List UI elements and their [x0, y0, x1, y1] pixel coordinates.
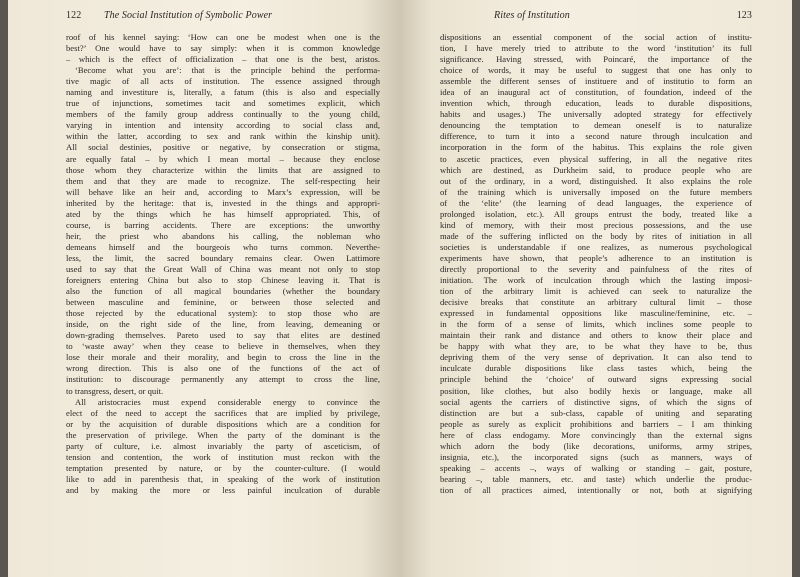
text-line: to ‘waste away’ when they cease to believe in themselves, when they [66, 341, 380, 352]
text-line: also the function of all magical boundaries (whether the boundary [66, 286, 380, 297]
text-line: to ascetic practices, even physical suffering, in all the negative rites [440, 153, 752, 164]
text-line: dispositions an essential component of the social action of institu- [440, 32, 752, 42]
text-line: tion, I have merely tried to attribute to the word ‘institution’ its full [440, 43, 752, 54]
text-line: principle behind the ‘choice’ of outward signs expressing social [440, 374, 752, 385]
text-line: depriving them of the very sense of deprivation. It can also tend to [440, 352, 752, 363]
text-line: of the ‘elite’ (the learning of dead languages, the experience of [440, 197, 752, 208]
text-line: tion of all practices aimed, intentionally or not, both at signifying [440, 484, 752, 495]
text-line: out of the ordinary, in a word, distinguished. It also explains the role [440, 175, 752, 186]
text-line: speaking – accents –, ways of walking or standing – gait, posture, [440, 462, 752, 473]
text-line: demeans himself and the bourgeois who turns common. Neverthe- [66, 241, 380, 252]
text-line: varying in intention and intensity according to social class and, [66, 120, 380, 131]
text-line: of the training which is universally imposed on the future members [440, 186, 752, 197]
text-line: in the form of a sense of limits, which inclines some people to [440, 319, 752, 330]
text-line: or by the acquisition of durable dispositions which are a condition for [66, 418, 380, 429]
text-line: ated by the things which he has himself appropriated. This, of [66, 208, 380, 219]
text-line: course, is barring accidents. There are exceptions: the unworthy [66, 219, 380, 230]
text-line: social agents the carriers of distinctive signs, of which the signs of [440, 396, 752, 407]
text-line: directly proportional to the severity and painfulness of the rites of [440, 263, 752, 274]
text-line: and by making the more or less painful inculcation of durable [66, 484, 380, 495]
text-line: choice of words, it may be useful to suggest that one has only to [440, 65, 752, 76]
text-line: here of class endogamy. More convincingly than the external signs [440, 429, 752, 440]
text-line: wrong direction. This is also one of the functions of the act of [66, 363, 380, 374]
text-line: denouncing the temptation to demean oneself is to naturalize [440, 120, 752, 131]
text-line: idea of an inaugural act of constitution, of foundation, indeed of the [440, 87, 752, 98]
text-line: are equally fatal – by which I mean mortal – because they enclose [66, 153, 380, 164]
text-line: be happy with what they are, to be what they have to be, thus [440, 341, 752, 352]
text-line: difference, to turn it into a second nature through inculcation and [440, 131, 752, 142]
book-spread [8, 0, 792, 577]
text-line: expressed in fundamental oppositions like masculine/feminine, etc. – [440, 308, 752, 319]
text-line: which adorn the body (like decorations, uniforms, army stripes, [440, 440, 752, 451]
text-line: used to say that the Great Wall of China was meant not only to stop [66, 263, 380, 274]
text-line: institution: to discourage permanently any attempt to cross the line, [66, 374, 380, 385]
text-line: All aristocracies must expend considerable energy to convince the [75, 396, 380, 407]
text-line: inherited by the heritage: that is, invested in the things and appropri- [66, 197, 380, 208]
right-text-block [440, 32, 752, 496]
running-title: Rites of Institution [494, 10, 570, 21]
text-line: will behave like an heir and, according to Marx’s expression, will be [66, 186, 380, 197]
running-title: The Social Institution of Symbolic Power [104, 10, 273, 21]
right-page [400, 0, 792, 577]
text-line: experiments have shown, that people’s adherence to an institution is [440, 252, 752, 263]
text-line: elect of the need to accept the sacrifices that are implied by privilege, [66, 407, 380, 418]
text-line: inside, on the right side of the line, from leaving, demeaning or [66, 319, 380, 330]
text-line: societies is understandable if one realizes, as numerous psychological [440, 241, 752, 252]
text-line: between masculine and feminine, or between those selected and [66, 297, 380, 308]
text-line: tive magic of all acts of institution. The essence assigned through [66, 76, 380, 87]
left-text-block [66, 32, 380, 496]
text-line: significance. Having stressed, with Poincaré, the importance of the [440, 54, 752, 65]
text-line: – which is the effect of officialization – that one is the best, aristos. [66, 54, 380, 65]
text-line: All social destinies, positive or negative, by consecration or stigma, [66, 142, 380, 153]
text-line: kind of memory, with their most precious possessions, and the use [440, 219, 752, 230]
text-line: incorporation in the form of the habitus. This explains the role given [440, 142, 752, 153]
text-line: roof of his kennel saying: ‘How can one be modest when one is the [66, 32, 380, 42]
text-line: assemble the different senses of instituere and of institutio to form an [440, 76, 752, 87]
text-line: members of the family group address continually to the young child, [66, 109, 380, 120]
text-line: ‘Become what you are’: that is the principle behind the performa- [75, 65, 380, 76]
left-running-head [66, 10, 380, 26]
text-line: less, the limit, the sacred boundary remains clear. Owen Lattimore [66, 252, 380, 263]
right-running-head [440, 10, 752, 26]
text-line: prolonged isolation, etc.). All groups entrust the body, treated like a [440, 208, 752, 219]
text-line: like to add in parenthesis that, in speaking of the work of institution [66, 473, 380, 484]
text-line: maintain their rank and distance and others to know their place and [440, 330, 752, 341]
text-line: decisive breaks that constitute an arbitrary cultural limit – those [440, 297, 752, 308]
text-line: them and that they are made to recognize. The self-respecting heir [66, 175, 380, 186]
text-line: within the latter, according to sex and rank within the kinship unit). [66, 131, 380, 142]
text-line: heir, the priest who abandons his calling, the nobleman who [66, 230, 380, 241]
text-line: naming and investiture is, literally, a fatum (this is also and especially [66, 87, 380, 98]
page-number: 123 [736, 10, 752, 21]
page-number: 122 [66, 10, 82, 21]
text-line: to transgress, desert, or quit. [66, 385, 164, 396]
text-line: true of injunctions, sometimes tacit and sometimes explicit, which [66, 98, 380, 109]
left-page [8, 0, 400, 577]
text-line: distinction are but a sub-class, capable of uniting and separating [440, 407, 752, 418]
text-line: insignia, etc.), the incorporated signs (such as manners, ways of [440, 451, 752, 462]
text-line: inculcate durable dispositions like class tastes which, being the [440, 363, 752, 374]
text-line: tension and contention, the work of institution must reckon with the [66, 451, 380, 462]
text-line: those whom they characterize within the limits that are assigned to [66, 164, 380, 175]
text-line: people as surely as explicit prohibitions and barriers – I am thinking [440, 418, 752, 429]
text-line: best?’ One would have to say simply: when it is common knowledge [66, 43, 380, 54]
text-line: position, like clothes, but also bodily hexis or language, make all [440, 385, 752, 396]
text-line: the preservation of privilege. When the party of the dominant is the [66, 429, 380, 440]
text-line: which are destined, as Durkheim said, to produce people who are [440, 164, 752, 175]
text-line: party of culture, i.e. almost invariably the party of asceticism, of [66, 440, 380, 451]
text-line: foreigners entering China but also to stop Chinese leaving it. That is [66, 275, 380, 286]
text-line: down-grading themselves. Pareto used to say that elites are destined [66, 330, 380, 341]
text-line: initiation. The work of inculcation through which the lasting imposi- [440, 275, 752, 286]
text-line: those rejected by the educational system): to stop those who are [66, 308, 380, 319]
text-line: invention which, through education, leads to durable dispositions, [440, 98, 752, 109]
text-line: tion of the arbitrary limit is achieved can seek to naturalize the [440, 286, 752, 297]
text-line: lose their morale and their morality, and begin to cross the line in the [66, 352, 380, 363]
text-line: temptation presented by nature, or by the counter-culture. (I would [66, 462, 380, 473]
text-line: habits and usages.) The universally adopted strategy for effectively [440, 109, 752, 120]
text-line: bearing –, table manners, etc. and taste) which underlie the produc- [440, 473, 752, 484]
text-line: made of the suffering inflicted on the body by rites of initiation in all [440, 230, 752, 241]
